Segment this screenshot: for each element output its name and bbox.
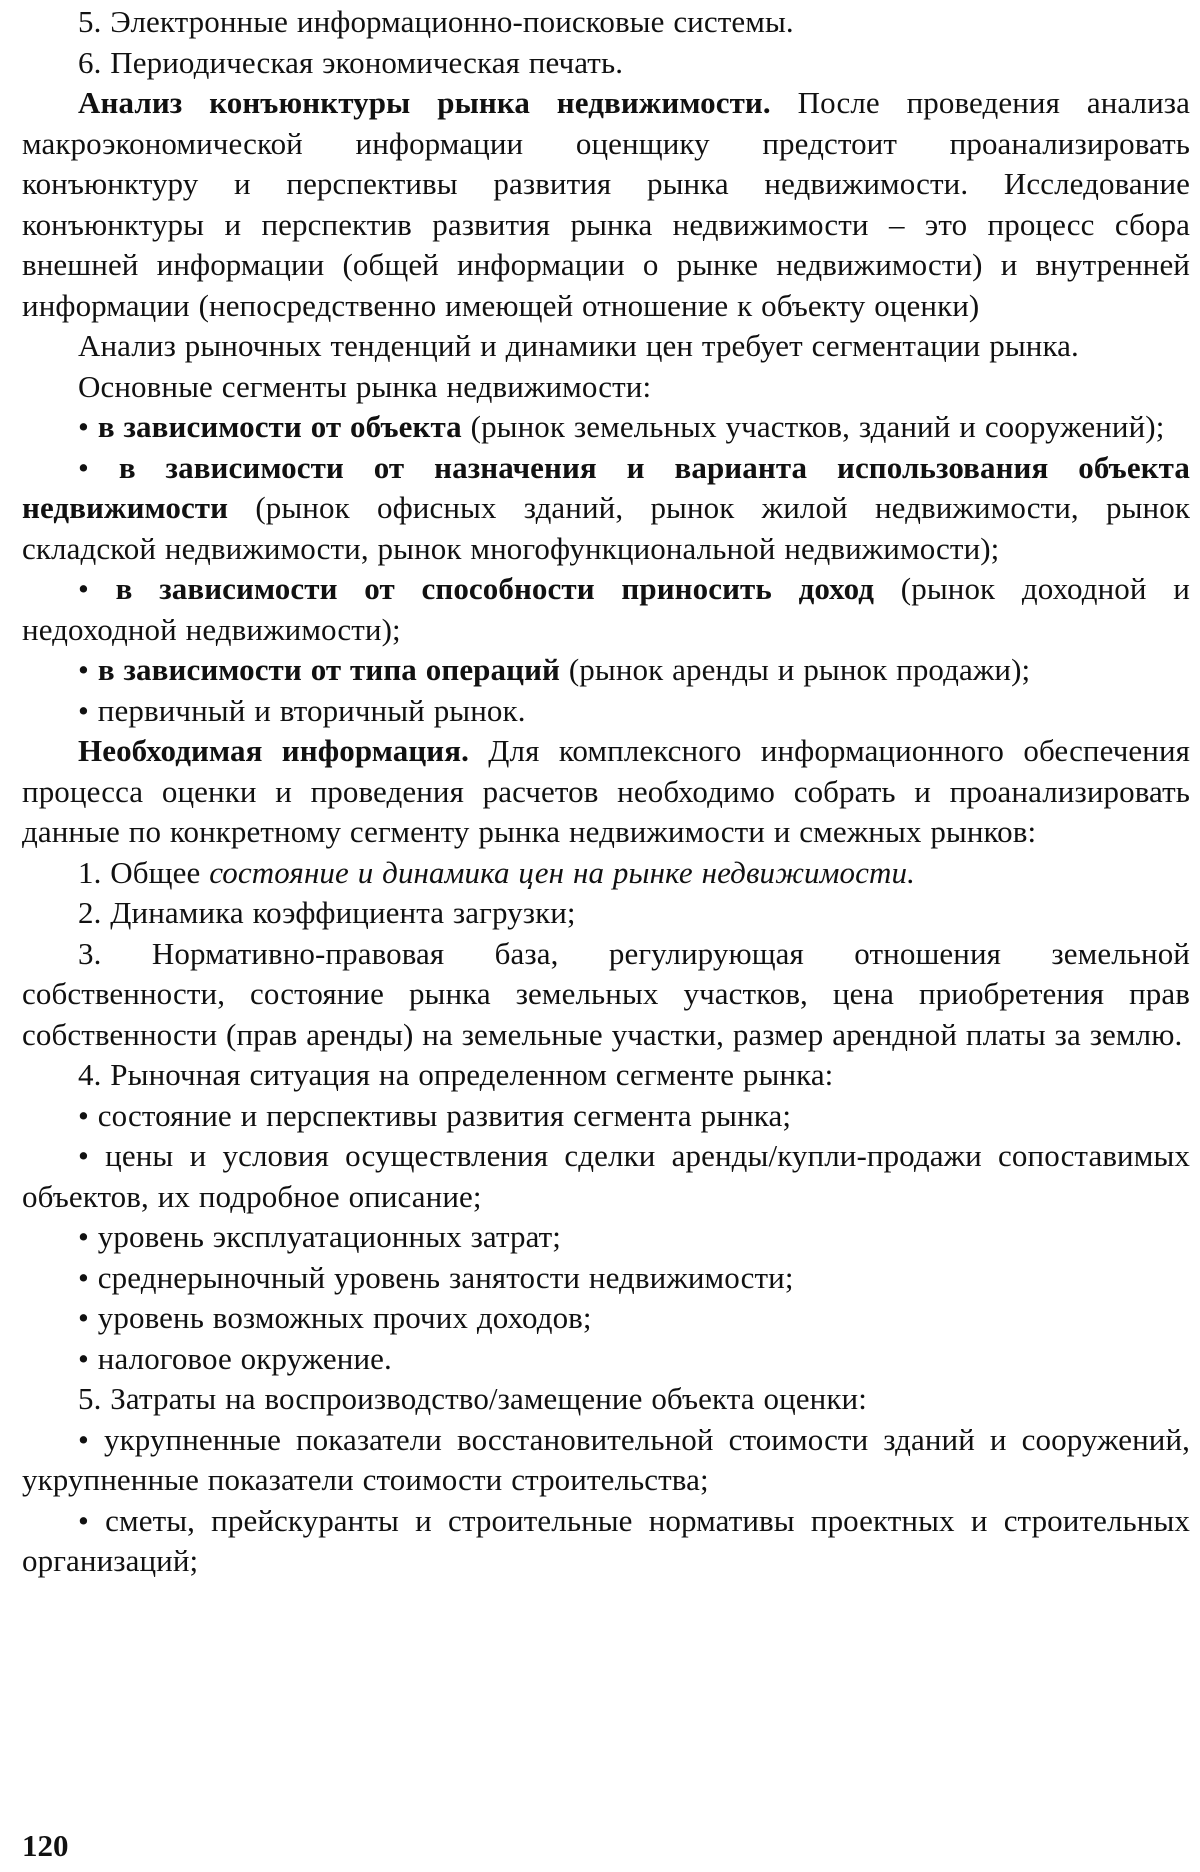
page-body: [22, 0, 1190, 1582]
list-item-periodical-press: 6. Периодическая экономическая печать.: [78, 44, 624, 80]
bullet-segment-state: • состояние и перспективы развития сегмента рынка;: [78, 1097, 792, 1133]
bullet-tax-environment: • налоговое окружение.: [78, 1340, 392, 1376]
bullet-by-income: • в зависимости от способности приносить доход (рынок доходной и недоходной недвижимости);: [22, 571, 1190, 647]
bullet-by-purpose: • в зависимости от назначения и варианта использования объекта недвижимости (рынок офисных зданий, рынок жилой недвижимости, рынок складской недвижимости, рынок многофункциональной недвижимости);: [22, 449, 1190, 566]
bullet-operating-costs: • уровень эксплуатационных затрат;: [78, 1219, 562, 1254]
paragraph-heading: Анализ конъюнктуры рынка недвижимости.: [78, 85, 771, 120]
list-item-legal-base: 3. Нормативно-правовая база, регулирующая отношения земельной собственности, состояние рынка земельных участков, цена приобретения прав собственности (прав аренды) на земельные участки, размер арендной платы за землю.: [22, 935, 1190, 1052]
page-number: 120: [22, 1828, 69, 1863]
bullet-aggregated-indicators: • укрупненные показатели восстановительной стоимости зданий и сооружений, укрупненные показатели стоимости строительства;: [22, 1421, 1190, 1497]
list-item-electronic-search-systems: 5. Электронные информационно-поисковые системы.: [78, 4, 794, 39]
paragraph-required-info: Необходимая информация. Для комплексного информационного обеспечения процесса оценки и проведения расчетов необходимо собрать и проанализировать данные по конкретному сегменту рынка недвижимости и смежных рынков:: [22, 733, 1190, 849]
bullet-primary-secondary: • первичный и вторичный рынок.: [78, 692, 526, 728]
list-item-price-dynamics: 1. Общее состояние и динамика цен на рынке недвижимости.: [78, 854, 915, 890]
paragraph-market-analysis: Анализ конъюнктуры рынка недвижимости. После проведения анализа макроэкономической информации оценщику предстоит проанализировать конъюнктуру и перспективы развития рынка недвижимости. Исследование конъюнктуры и перспектив развития рынка недвижимости – это процесс сбора внешней информации (общей информации о рынке недвижимости) и внутренней информации (непосредственно имеющей отношение к объекту оценки): [22, 85, 1190, 323]
paragraph-segmentation: Анализ рыночных тенденций и динамики цен требует сегментации рынка.: [78, 328, 1079, 363]
bullet-occupancy: • среднерыночный уровень занятости недвижимости;: [78, 1259, 794, 1295]
list-item-market-situation: 4. Рыночная ситуация на определенном сегменте рынка:: [78, 1057, 834, 1092]
bullet-deal-prices: • цены и условия осуществления сделки аренды/купли-продажи сопоставимых объектов, их подробное описание;: [22, 1138, 1190, 1214]
bullet-by-operation: • в зависимости от типа операций (рынок аренды и рынок продажи);: [78, 652, 1031, 687]
paragraph-heading: Необходимая информация.: [78, 733, 469, 768]
bullet-other-income: • уровень возможных прочих доходов;: [78, 1300, 592, 1335]
bullet-estimates: • сметы, прейскуранты и строительные нормативы проектных и строительных организаций;: [22, 1502, 1190, 1578]
bullet-by-object: • в зависимости от объекта (рынок земельных участков, зданий и сооружений);: [78, 409, 1165, 444]
document-page: [22, 0, 1190, 1872]
list-item-replacement-costs: 5. Затраты на воспроизводство/замещение объекта оценки:: [78, 1381, 867, 1416]
list-item-load-factor: 2. Динамика коэффициента загрузки;: [78, 895, 576, 930]
paragraph-segments-intro: Основные сегменты рынка недвижимости:: [78, 368, 652, 404]
